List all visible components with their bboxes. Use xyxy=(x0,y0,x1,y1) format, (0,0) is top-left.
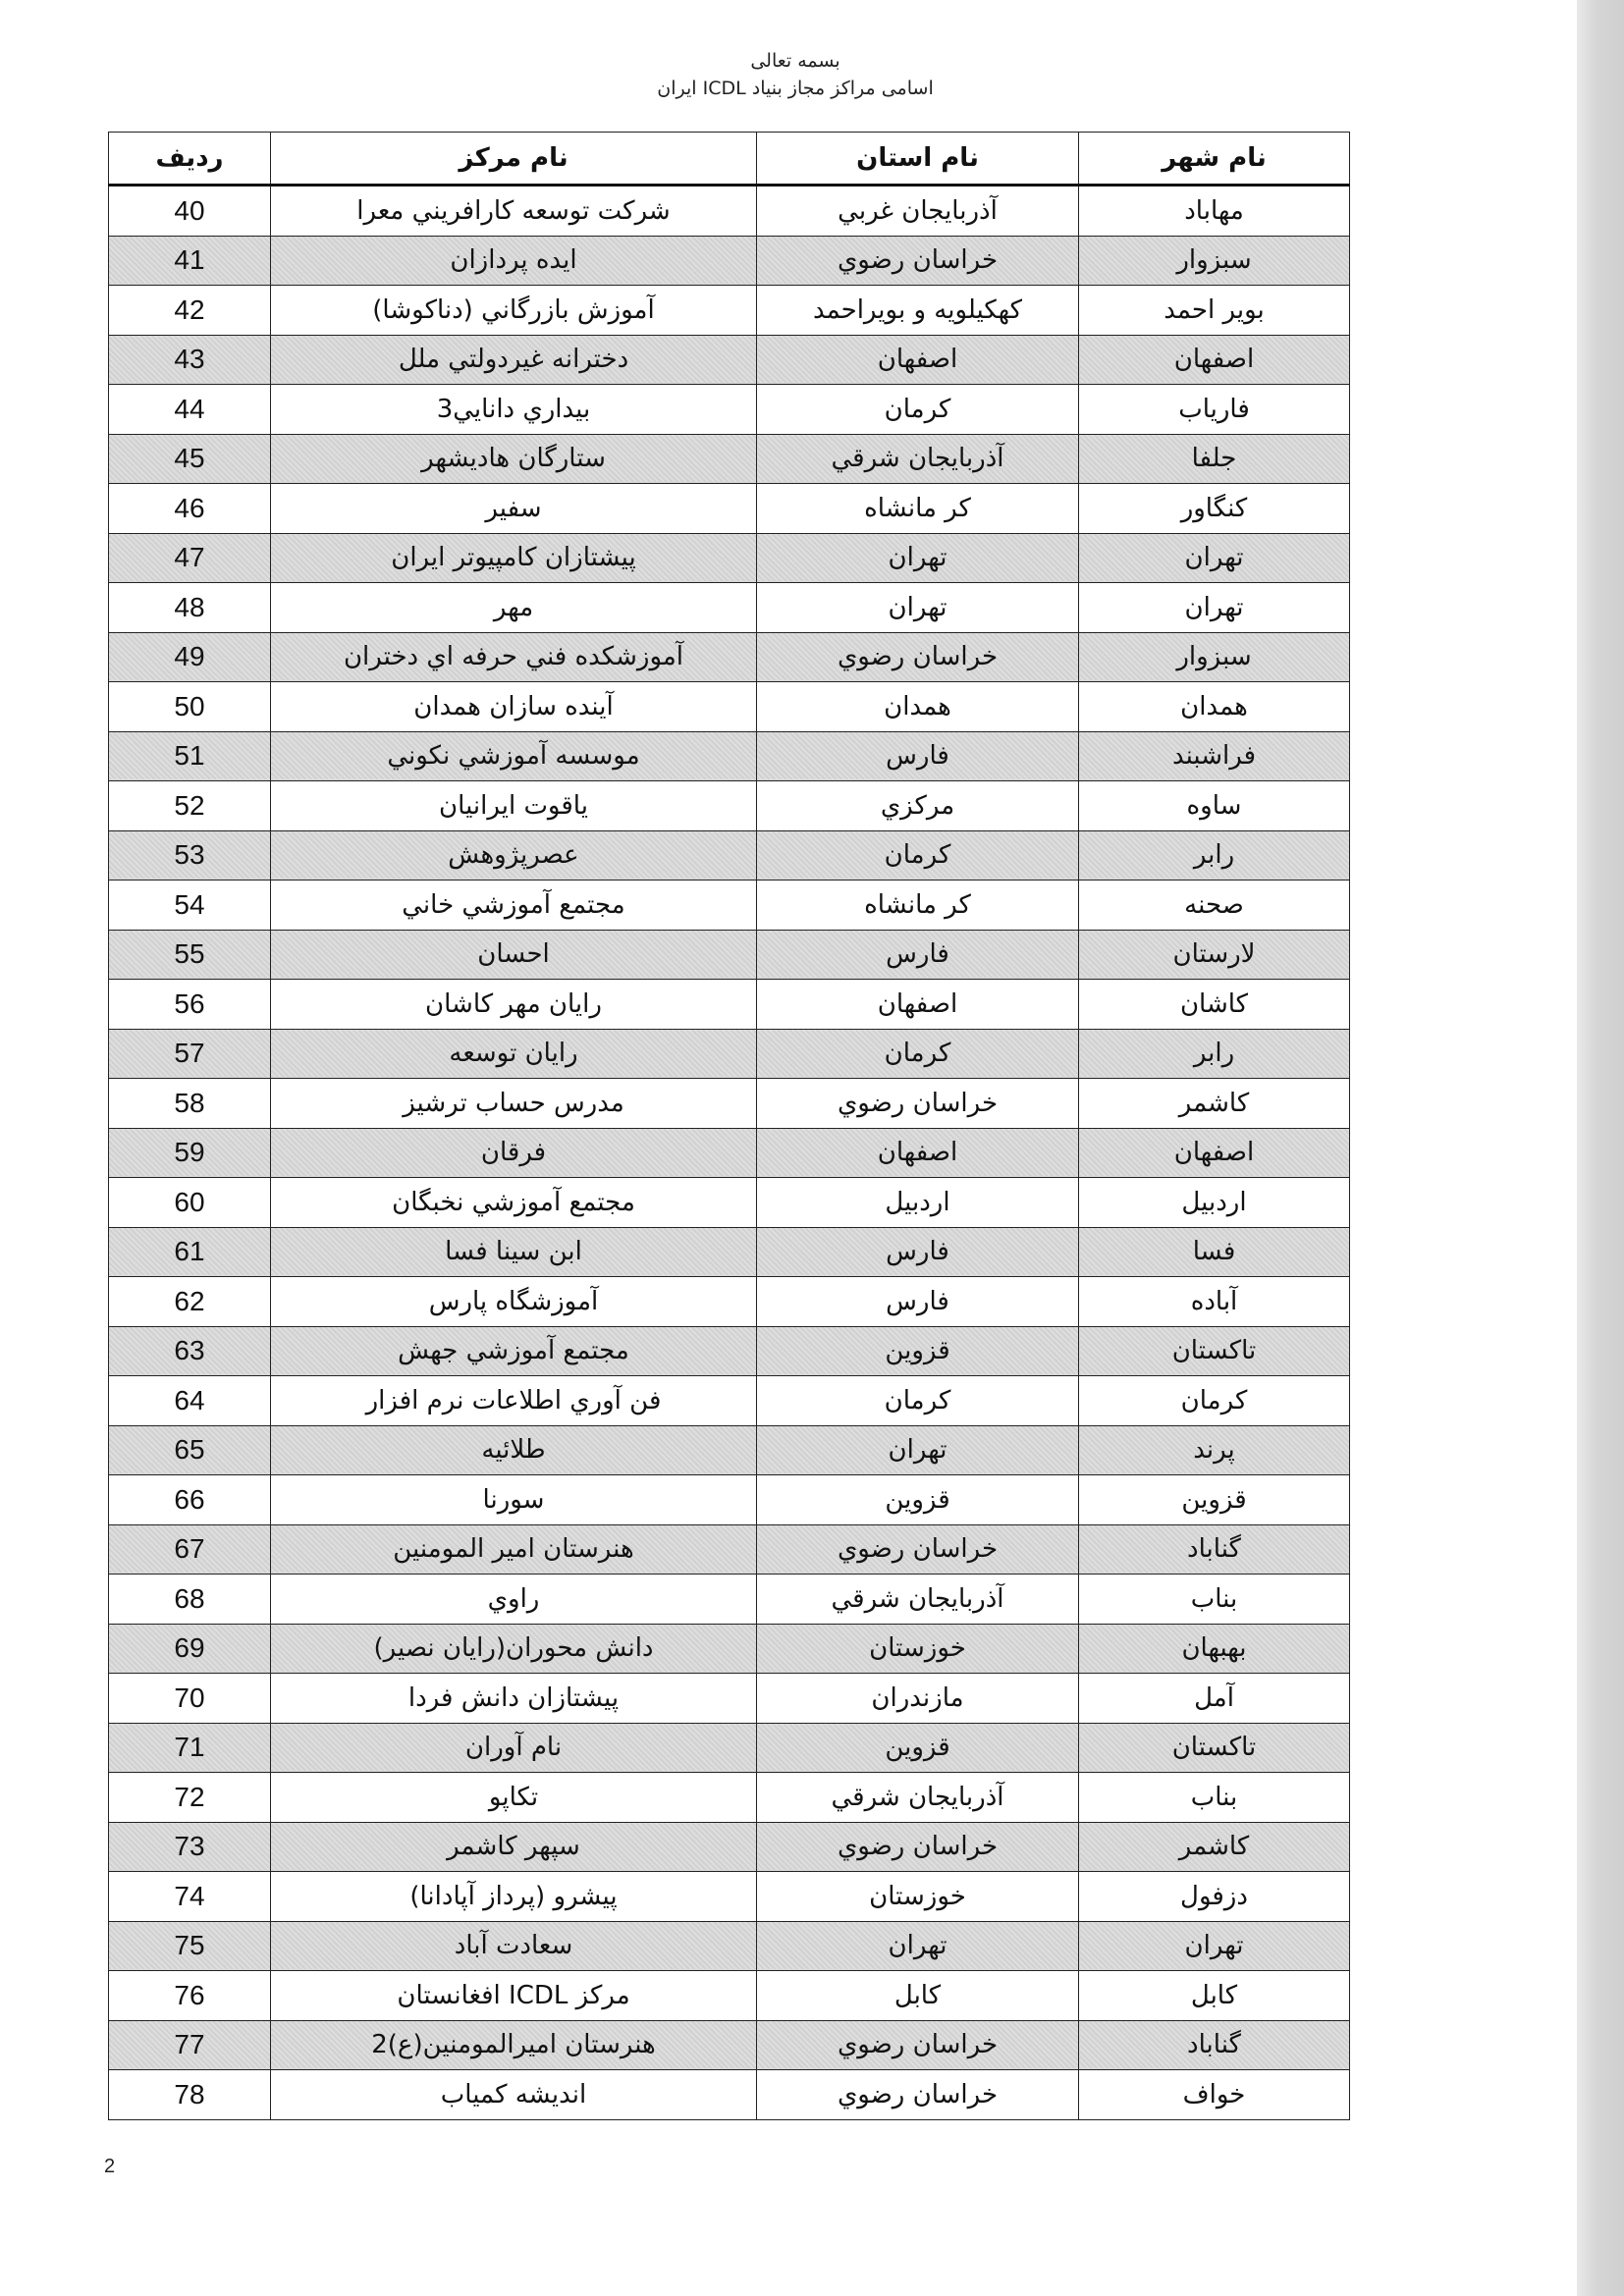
cell-province: آذربايجان شرقي xyxy=(757,1773,1079,1823)
cell-center: پيشرو (پرداز آپادانا) xyxy=(271,1872,757,1922)
cell-province: همدان xyxy=(757,682,1079,732)
cell-province: خوزستان xyxy=(757,1872,1079,1922)
cell-row-number: 67 xyxy=(109,1524,271,1575)
cell-province: خراسان رضوي xyxy=(757,632,1079,682)
cell-row-number: 50 xyxy=(109,682,271,732)
cell-center: انديشه کمياب xyxy=(271,2070,757,2120)
cell-city: رابر xyxy=(1079,1029,1350,1079)
cell-province: کرمان xyxy=(757,385,1079,435)
table-row xyxy=(109,1029,1350,1079)
table-row xyxy=(109,1178,1350,1228)
cell-city: بوير احمد xyxy=(1079,286,1350,336)
cell-city: کاشمر xyxy=(1079,1822,1350,1872)
cell-province: مازندران xyxy=(757,1674,1079,1724)
cell-row-number: 53 xyxy=(109,830,271,881)
table-row xyxy=(109,1326,1350,1376)
cell-row-number: 45 xyxy=(109,434,271,484)
cell-row-number: 51 xyxy=(109,731,271,781)
cell-center: ابن سينا فسا xyxy=(271,1227,757,1277)
cell-city: سبزوار xyxy=(1079,236,1350,286)
cell-center: پيشتازان دانش فردا xyxy=(271,1674,757,1724)
cell-city: اصفهان xyxy=(1079,1128,1350,1178)
cell-row-number: 71 xyxy=(109,1723,271,1773)
table-row xyxy=(109,186,1350,237)
cell-center: فرقان xyxy=(271,1128,757,1178)
cell-province: کرمان xyxy=(757,1376,1079,1426)
cell-city: فسا xyxy=(1079,1227,1350,1277)
cell-center: رايان توسعه xyxy=(271,1029,757,1079)
cell-center: مجتمع آموزشي نخبگان xyxy=(271,1178,757,1228)
table-row xyxy=(109,1822,1350,1872)
table-row xyxy=(109,286,1350,336)
cell-city: صحنه xyxy=(1079,881,1350,931)
cell-province: فارس xyxy=(757,731,1079,781)
cell-province: کرمان xyxy=(757,1029,1079,1079)
table-row xyxy=(109,236,1350,286)
cell-city: جلفا xyxy=(1079,434,1350,484)
table-row xyxy=(109,1921,1350,1971)
cell-province: خراسان رضوي xyxy=(757,1079,1079,1129)
table-row xyxy=(109,385,1350,435)
document-header xyxy=(550,47,1041,102)
cell-center: مجتمع آموزشي خاني xyxy=(271,881,757,931)
cell-province: فارس xyxy=(757,1227,1079,1277)
cell-center: فن آوري اطلاعات نرم افزار xyxy=(271,1376,757,1426)
cell-center: عصرپژوهش xyxy=(271,830,757,881)
cell-row-number: 44 xyxy=(109,385,271,435)
cell-center: مرکز ICDL افغانستان xyxy=(271,1971,757,2021)
table-row xyxy=(109,484,1350,534)
cell-row-number: 58 xyxy=(109,1079,271,1129)
cell-city: تهران xyxy=(1079,533,1350,583)
cell-city: گناباد xyxy=(1079,1524,1350,1575)
cell-province: خوزستان xyxy=(757,1624,1079,1674)
cell-row-number: 60 xyxy=(109,1178,271,1228)
cell-center: هنرستان اميرالمومنين(ع)2 xyxy=(271,2020,757,2070)
table-row xyxy=(109,1128,1350,1178)
table-row xyxy=(109,682,1350,732)
cell-city: سبزوار xyxy=(1079,632,1350,682)
cell-province: اردبيل xyxy=(757,1178,1079,1228)
cell-city: کنگاور xyxy=(1079,484,1350,534)
cell-row-number: 68 xyxy=(109,1575,271,1625)
cell-province: اصفهان xyxy=(757,1128,1079,1178)
cell-center: احسان xyxy=(271,930,757,980)
cell-row-number: 43 xyxy=(109,335,271,385)
cell-center: مدرس حساب ترشيز xyxy=(271,1079,757,1129)
cell-row-number: 57 xyxy=(109,1029,271,1079)
cell-city: بناب xyxy=(1079,1575,1350,1625)
cell-center: بيداري دانايي3 xyxy=(271,385,757,435)
table-row xyxy=(109,881,1350,931)
cell-center: نام آوران xyxy=(271,1723,757,1773)
cell-row-number: 74 xyxy=(109,1872,271,1922)
cell-province: کر مانشاه xyxy=(757,484,1079,534)
cell-row-number: 42 xyxy=(109,286,271,336)
table-row xyxy=(109,632,1350,682)
table-row xyxy=(109,1277,1350,1327)
table-row xyxy=(109,1425,1350,1475)
table-row xyxy=(109,980,1350,1030)
cell-province: کرمان xyxy=(757,830,1079,881)
table-row xyxy=(109,930,1350,980)
cell-center: تکاپو xyxy=(271,1773,757,1823)
cell-row-number: 73 xyxy=(109,1822,271,1872)
table-row xyxy=(109,1376,1350,1426)
cell-province: تهران xyxy=(757,1425,1079,1475)
cell-province: خراسان رضوي xyxy=(757,2020,1079,2070)
table-row xyxy=(109,1723,1350,1773)
cell-row-number: 69 xyxy=(109,1624,271,1674)
table-row xyxy=(109,2020,1350,2070)
table-row xyxy=(109,1773,1350,1823)
cell-row-number: 70 xyxy=(109,1674,271,1724)
cell-province: خراسان رضوي xyxy=(757,236,1079,286)
table-row xyxy=(109,731,1350,781)
table-row xyxy=(109,1079,1350,1129)
cell-center: موسسه آموزشي نکوني xyxy=(271,731,757,781)
cell-row-number: 47 xyxy=(109,533,271,583)
table-header-row xyxy=(109,133,1350,186)
cell-center: آموزش بازرگاني (دناکوشا) xyxy=(271,286,757,336)
header-center: نام مرکز xyxy=(271,133,757,186)
table-row xyxy=(109,1674,1350,1724)
cell-province: خراسان رضوي xyxy=(757,2070,1079,2120)
cell-row-number: 78 xyxy=(109,2070,271,2120)
cell-row-number: 76 xyxy=(109,1971,271,2021)
cell-center: پيشتازان کامپيوتر ايران xyxy=(271,533,757,583)
cell-city: مهاباد xyxy=(1079,186,1350,237)
header-subtitle: اسامی مراکز مجاز بنیاد ICDL ایران xyxy=(657,78,934,99)
cell-city: پرند xyxy=(1079,1425,1350,1475)
cell-row-number: 63 xyxy=(109,1326,271,1376)
cell-row-number: 40 xyxy=(109,186,271,237)
cell-center: آينده سازان همدان xyxy=(271,682,757,732)
cell-city: دزفول xyxy=(1079,1872,1350,1922)
cell-province: آذربايجان شرقي xyxy=(757,434,1079,484)
table-row xyxy=(109,830,1350,881)
cell-row-number: 54 xyxy=(109,881,271,931)
cell-center: رايان مهر کاشان xyxy=(271,980,757,1030)
cell-city: بناب xyxy=(1079,1773,1350,1823)
cell-row-number: 55 xyxy=(109,930,271,980)
cell-province: خراسان رضوي xyxy=(757,1822,1079,1872)
cell-city: خواف xyxy=(1079,2070,1350,2120)
table-row xyxy=(109,1475,1350,1525)
cell-city: تهران xyxy=(1079,583,1350,633)
cell-row-number: 61 xyxy=(109,1227,271,1277)
scan-edge-shadow xyxy=(1577,0,1624,2296)
cell-row-number: 49 xyxy=(109,632,271,682)
cell-row-number: 72 xyxy=(109,1773,271,1823)
cell-city: فارياب xyxy=(1079,385,1350,435)
cell-row-number: 59 xyxy=(109,1128,271,1178)
cell-province: آذربايجان غربي xyxy=(757,186,1079,237)
header-city: نام شهر xyxy=(1079,133,1350,186)
cell-province: خراسان رضوي xyxy=(757,1524,1079,1575)
cell-province: تهران xyxy=(757,533,1079,583)
cell-city: کاشان xyxy=(1079,980,1350,1030)
cell-row-number: 62 xyxy=(109,1277,271,1327)
cell-province: آذربايجان شرقي xyxy=(757,1575,1079,1625)
page-number: 2 xyxy=(104,2156,116,2177)
table-row xyxy=(109,1524,1350,1575)
centers-table xyxy=(108,132,1350,2120)
cell-row-number: 41 xyxy=(109,236,271,286)
cell-row-number: 77 xyxy=(109,2020,271,2070)
cell-city: اردبيل xyxy=(1079,1178,1350,1228)
cell-province: کهکيلويه و بويراحمد xyxy=(757,286,1079,336)
table-body xyxy=(109,186,1350,2120)
cell-city: قزوين xyxy=(1079,1475,1350,1525)
cell-center: شرکت توسعه کارافريني معرا xyxy=(271,186,757,237)
table-row xyxy=(109,1624,1350,1674)
table-row xyxy=(109,434,1350,484)
cell-center: سورنا xyxy=(271,1475,757,1525)
cell-city: اصفهان xyxy=(1079,335,1350,385)
cell-center: مهر xyxy=(271,583,757,633)
cell-city: تاکستان xyxy=(1079,1723,1350,1773)
cell-city: ساوه xyxy=(1079,781,1350,831)
cell-row-number: 66 xyxy=(109,1475,271,1525)
cell-city: همدان xyxy=(1079,682,1350,732)
cell-center: طلائيه xyxy=(271,1425,757,1475)
cell-city: آباده xyxy=(1079,1277,1350,1327)
cell-city: بهبهان xyxy=(1079,1624,1350,1674)
table-row xyxy=(109,1971,1350,2021)
cell-row-number: 64 xyxy=(109,1376,271,1426)
cell-province: قزوين xyxy=(757,1723,1079,1773)
cell-center: دانش محوران(رايان نصير) xyxy=(271,1624,757,1674)
cell-city: کاشمر xyxy=(1079,1079,1350,1129)
cell-city: لارستان xyxy=(1079,930,1350,980)
cell-center: دخترانه غيردولتي ملل xyxy=(271,335,757,385)
cell-province: قزوين xyxy=(757,1326,1079,1376)
cell-center: سعادت آباد xyxy=(271,1921,757,1971)
cell-province: فارس xyxy=(757,930,1079,980)
cell-center: سپهر کاشمر xyxy=(271,1822,757,1872)
cell-center: آموزشکده فني حرفه اي دختران xyxy=(271,632,757,682)
header-title: بسمه تعالی xyxy=(750,50,840,72)
cell-row-number: 65 xyxy=(109,1425,271,1475)
header-row-number: رديف xyxy=(109,133,271,186)
cell-center: ياقوت ايرانيان xyxy=(271,781,757,831)
cell-city: آمل xyxy=(1079,1674,1350,1724)
cell-city: کرمان xyxy=(1079,1376,1350,1426)
cell-row-number: 75 xyxy=(109,1921,271,1971)
table-row xyxy=(109,1227,1350,1277)
cell-province: اصفهان xyxy=(757,980,1079,1030)
cell-center: آموزشگاه پارس xyxy=(271,1277,757,1327)
cell-city: گناباد xyxy=(1079,2020,1350,2070)
cell-province: کابل xyxy=(757,1971,1079,2021)
cell-province: کر مانشاه xyxy=(757,881,1079,931)
cell-city: رابر xyxy=(1079,830,1350,881)
table-row xyxy=(109,533,1350,583)
cell-center: ايده پردازان xyxy=(271,236,757,286)
table-row xyxy=(109,1872,1350,1922)
cell-city: کابل xyxy=(1079,1971,1350,2021)
cell-province: اصفهان xyxy=(757,335,1079,385)
cell-center: ستارگان هاديشهر xyxy=(271,434,757,484)
cell-row-number: 46 xyxy=(109,484,271,534)
cell-center: راوي xyxy=(271,1575,757,1625)
cell-row-number: 56 xyxy=(109,980,271,1030)
cell-center: مجتمع آموزشي جهش xyxy=(271,1326,757,1376)
table-row xyxy=(109,335,1350,385)
table-row xyxy=(109,2070,1350,2120)
cell-row-number: 52 xyxy=(109,781,271,831)
cell-row-number: 48 xyxy=(109,583,271,633)
cell-city: تهران xyxy=(1079,1921,1350,1971)
header-province: نام استان xyxy=(757,133,1079,186)
cell-province: تهران xyxy=(757,1921,1079,1971)
table-row xyxy=(109,583,1350,633)
cell-center: هنرستان امير المومنين xyxy=(271,1524,757,1575)
table-row xyxy=(109,1575,1350,1625)
cell-city: تاکستان xyxy=(1079,1326,1350,1376)
cell-province: قزوين xyxy=(757,1475,1079,1525)
cell-province: مرکزي xyxy=(757,781,1079,831)
cell-province: فارس xyxy=(757,1277,1079,1327)
cell-province: تهران xyxy=(757,583,1079,633)
cell-city: فراشبند xyxy=(1079,731,1350,781)
cell-center: سفير xyxy=(271,484,757,534)
table-row xyxy=(109,781,1350,831)
